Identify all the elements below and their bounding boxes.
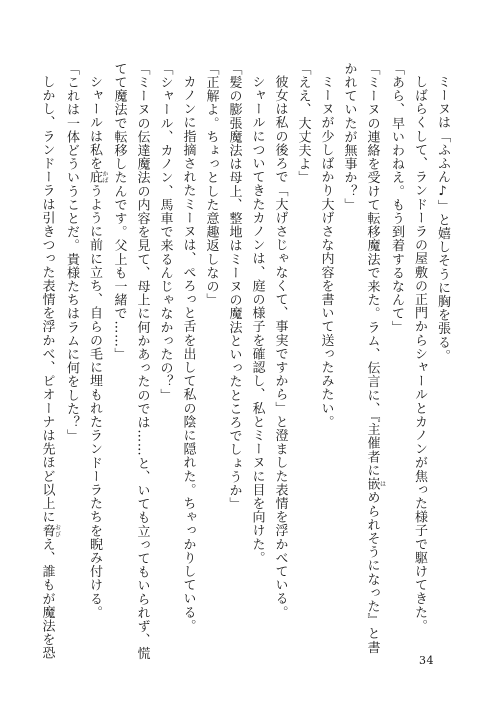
text-line: 「シャール、カノン、馬車で来るんじゃなかったの？」 xyxy=(157,62,173,402)
text-line: しかし、ランドーラは引きつった表情を浮かべ、ピオーナは先ほど以上に脅 おびえ、誰もが魔法を恐 xyxy=(39,75,61,660)
text-line: しばらくして、ランドーラの屋敷の正門からシャールとカノンが焦った様子で駆けてきた。 xyxy=(412,75,427,633)
text-line: 「正解よ。ちょっとした意趣返しなの」 xyxy=(203,62,219,307)
text-line: かれていたが無事か？」 xyxy=(341,62,357,212)
text-line: てて魔法で転移したんです。父上も一緒で……」 xyxy=(111,62,127,362)
text-line: シャールは私を庇 かばうように前に立ち、自らの毛に埋もれたランドーラたちを睨み付ける。 xyxy=(87,75,108,620)
text-line: 「これは一体どういうことだ。貴様たちはラムに何をした？」 xyxy=(64,62,79,443)
text-line: 「ええ、大丈夫よ」 xyxy=(295,62,311,185)
text-line: シャールについてきたカノンは、庭の様子を確認し、私とミーヌに目を向けた。 xyxy=(249,75,265,565)
text-line: ミーヌは「ふふん♪」と嬉しそうに胸を張る。 xyxy=(435,75,450,363)
text-line: 「あら、早いわねえ。もう到着するなんて」 xyxy=(389,62,404,334)
text-line: ミーヌが少しばかり大げさな内容を書いて送ったみたい。 xyxy=(318,75,334,429)
ruby-annotation: 脅 おび xyxy=(39,523,61,538)
text-line: カノンに指摘されたミーヌは、ぺろっと舌を出して私の陰に隠れた。ちゃっかりしている。 xyxy=(180,75,196,633)
ruby-annotation: 庇 かば xyxy=(87,170,108,184)
text-line: 「ミーヌの連絡を受けて転移魔法で来た。ラム、伝言に、『主催者に嵌 はめられそうになった』と書 xyxy=(364,62,386,654)
text-line: 「髪の膨張魔法は母上、整地はミーヌの魔法といったところでしょうか」 xyxy=(226,62,242,511)
ruby-annotation: 嵌 は xyxy=(364,477,386,491)
text-line: 「ミーヌの伝達魔法の内容を見て、母上に何かあったのでは……と、いても立ってもいられず、慌 xyxy=(134,62,150,661)
page-number: 34 xyxy=(419,654,434,667)
text-line: 彼女は私の後ろで「大げさじゃなくて、事実ですから」と澄ました表情を浮かべている。 xyxy=(272,75,288,619)
